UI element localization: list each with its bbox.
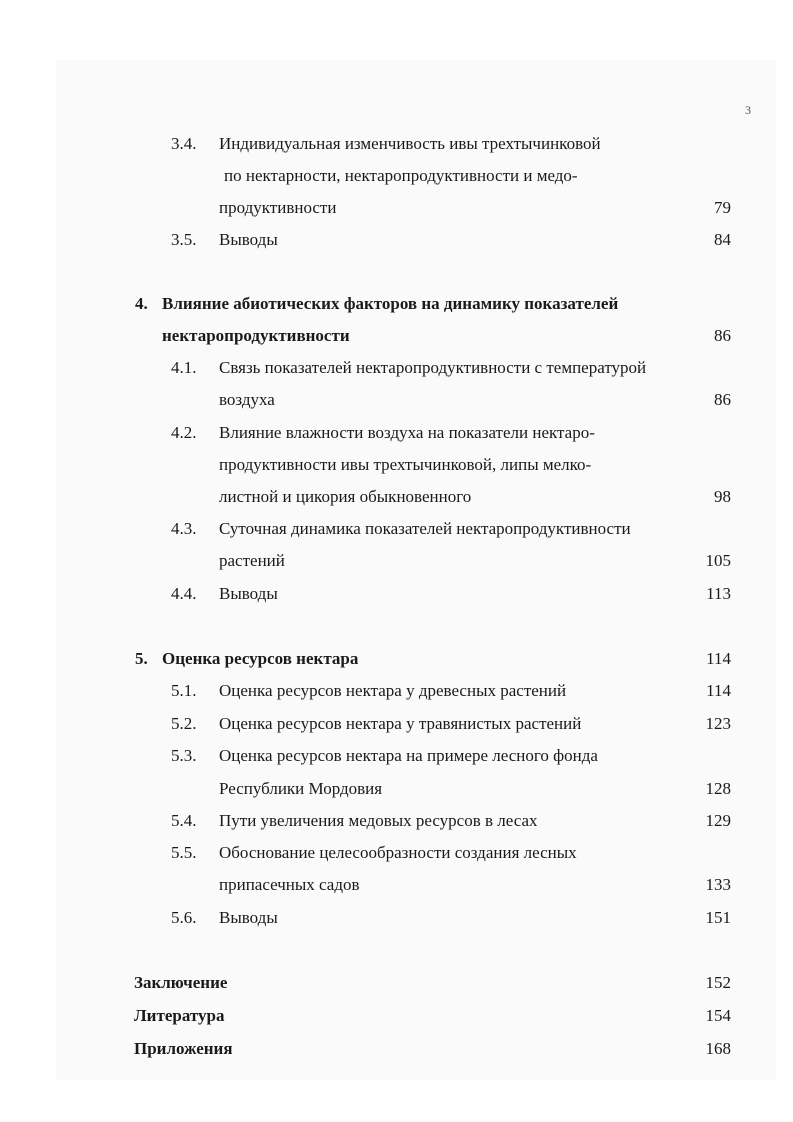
toc-section-title-cont: по нектарности, нектаропродуктивности и медо- bbox=[224, 166, 578, 185]
toc-section-title: Влияние влажности воздуха на показатели нектаро- bbox=[219, 423, 595, 442]
page-number: 3 bbox=[745, 103, 751, 117]
toc-section-title: Оценка ресурсов нектара на примере лесного фонда bbox=[219, 746, 598, 765]
toc-section-title: Обоснование целесообразности создания лесных bbox=[219, 843, 577, 862]
toc-page-ref: 128 bbox=[705, 779, 731, 798]
toc-conclusion: Заключение bbox=[134, 973, 228, 992]
toc-section-title: Суточная динамика показателей нектаропродуктивности bbox=[219, 519, 631, 538]
toc-page-ref: 113 bbox=[706, 584, 731, 603]
toc-section-title: Выводы bbox=[219, 230, 278, 249]
toc-section-title: Оценка ресурсов нектара у древесных растений bbox=[219, 681, 567, 700]
toc-section-title-cont: листной и цикория обыкновенного bbox=[219, 487, 472, 506]
toc-section-title-cont: продуктивности bbox=[219, 198, 337, 217]
toc-page-ref: 114 bbox=[706, 681, 731, 700]
toc-page-ref: 123 bbox=[705, 714, 731, 733]
toc-appendices: Приложения bbox=[134, 1039, 233, 1058]
toc-section-number: 4.2. bbox=[171, 423, 197, 442]
toc-section-title: Выводы bbox=[219, 584, 278, 603]
toc-section-number: 4.3. bbox=[171, 519, 197, 538]
toc-section-title-cont: воздуха bbox=[219, 390, 275, 409]
toc-section-number: 5.5. bbox=[171, 843, 197, 862]
toc-section-number: 5.3. bbox=[171, 746, 197, 765]
toc-section-number: 4.1. bbox=[171, 358, 197, 377]
toc-section-number: 5.6. bbox=[171, 908, 197, 927]
toc-section-title: Выводы bbox=[219, 908, 278, 927]
toc-section-number: 3.4. bbox=[171, 134, 197, 153]
toc-page-ref: 86 bbox=[714, 390, 731, 409]
toc-section-title: Пути увеличения медовых ресурсов в лесах bbox=[219, 811, 538, 830]
toc-page-ref: 152 bbox=[705, 973, 731, 992]
toc-section-title: Оценка ресурсов нектара у травянистых растений bbox=[219, 714, 582, 733]
toc-page-ref: 86 bbox=[714, 326, 731, 345]
toc-section-title-cont: растений bbox=[219, 551, 285, 570]
toc-page-ref: 84 bbox=[714, 230, 731, 249]
toc-chapter-number: 5. bbox=[135, 649, 148, 668]
toc-page-ref: 129 bbox=[705, 811, 731, 830]
toc-section-title-cont: припасечных садов bbox=[219, 875, 360, 894]
toc-section-title: Связь показателей нектаропродуктивности с температурой bbox=[219, 358, 647, 377]
toc-page-ref: 105 bbox=[705, 551, 731, 570]
toc-section-number: 5.1. bbox=[171, 681, 197, 700]
toc-page-ref: 154 bbox=[705, 1006, 731, 1025]
toc-section-title-cont: Республики Мордовия bbox=[219, 779, 383, 798]
toc-section-number: 3.5. bbox=[171, 230, 197, 249]
toc-section-number: 4.4. bbox=[171, 584, 197, 603]
toc-page-ref: 151 bbox=[705, 908, 731, 927]
toc-page-ref: 98 bbox=[714, 487, 731, 506]
toc-section-title: Индивидуальная изменчивость ивы трехтычинковой bbox=[219, 134, 601, 153]
toc-chapter-title-cont: нектаропродуктивности bbox=[162, 326, 350, 345]
toc-chapter-number: 4. bbox=[135, 294, 148, 313]
toc-chapter-title: Оценка ресурсов нектара bbox=[162, 649, 359, 668]
toc-section-title-cont: продуктивности ивы трехтычинковой, липы мелко- bbox=[219, 455, 592, 474]
document-page bbox=[56, 60, 776, 1080]
toc-page-ref: 168 bbox=[705, 1039, 731, 1058]
toc-section-number: 5.2. bbox=[171, 714, 197, 733]
toc-literature: Литература bbox=[134, 1006, 225, 1025]
toc-page-ref: 79 bbox=[714, 198, 731, 217]
toc-chapter-title: Влияние абиотических факторов на динамику показателей bbox=[162, 294, 619, 313]
toc-page-ref: 114 bbox=[706, 649, 731, 668]
toc-page-ref: 133 bbox=[705, 875, 731, 894]
toc-section-number: 5.4. bbox=[171, 811, 197, 830]
